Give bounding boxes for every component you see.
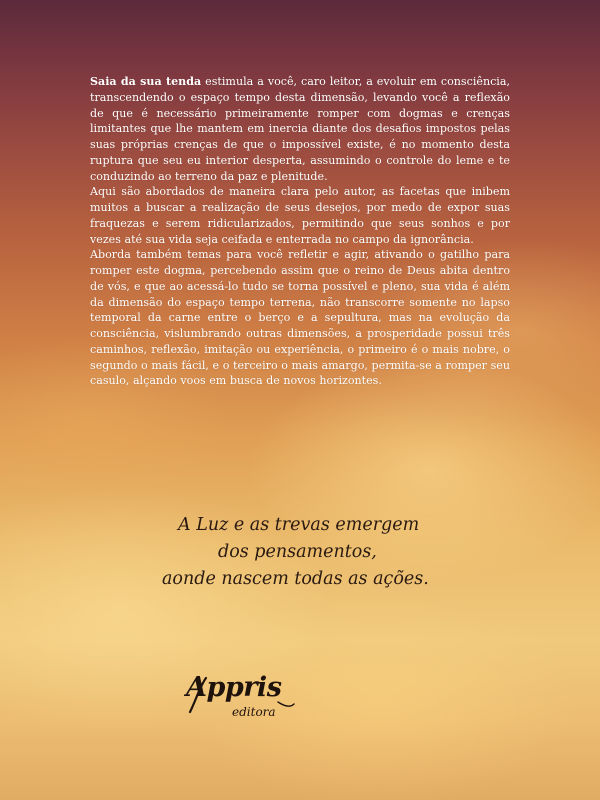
publisher-logo	[186, 672, 296, 732]
book-title-bold: Saia da sua tenda	[90, 75, 202, 88]
quote-line-1: A Luz e as trevas emergem	[178, 515, 420, 535]
synopsis-paragraph-1-rest: estimula a você, caro leitor, a evoluir em consciência, transcendendo o espaço tempo desta dimensão, levando você a reflexão de que é necessário primeiramente romper com dogmas e crenças limitantes que lhe mantem em inercia diante dos desafios impostos pelas suas próprias crenças de que o impossível existe, é no momento desta ruptura que seu eu interior desperta, assumindo o controle do leme e te conduzindo ao terreno da paz e plenitude.	[90, 75, 510, 183]
synopsis-paragraph-2: Aqui são abordados de maneira clara pelo autor, as facetas que inibem muitos a buscar a realização de seus desejos, por medo de expor suas fraquezas e serem ridicularizados, permitindo que seus sonhos e por vezes até sua vida seja ceifada e enterrada no campo da ignorância.	[90, 185, 510, 246]
quote-line-3: aonde nascem todas as ações.	[162, 569, 429, 589]
synopsis-paragraph-3: Aborda também temas para você refletir e agir, ativando o gatilho para romper este dogma, percebendo assim que o reino de Deus abita dentro de vós, e que ao acessá-lo tudo se torna possível e pleno, sua vida é além da dimensão do espaço tempo terrena, não transcorre somente no lapso temporal da carne entre o berço e a sepultura, mas na evolução da consciência, vislumbrando outras dimensões, a prosperidade possui três caminhos, reflexão, imitação ou experiência, o primeiro é o mais nobre, o segundo o mais fácil, e o terceiro o mais amargo, permita-se a romper seu casulo, alçando voos em busca de novos horizontes.	[90, 248, 510, 388]
epigraph-quote	[150, 512, 450, 593]
synopsis-paragraph-1	[90, 74, 510, 184]
synopsis-text	[90, 74, 510, 389]
publisher-sub: editora	[232, 705, 276, 719]
quote-line-2: dos pensamentos,	[218, 542, 377, 562]
publisher-name: Appris	[186, 672, 282, 703]
